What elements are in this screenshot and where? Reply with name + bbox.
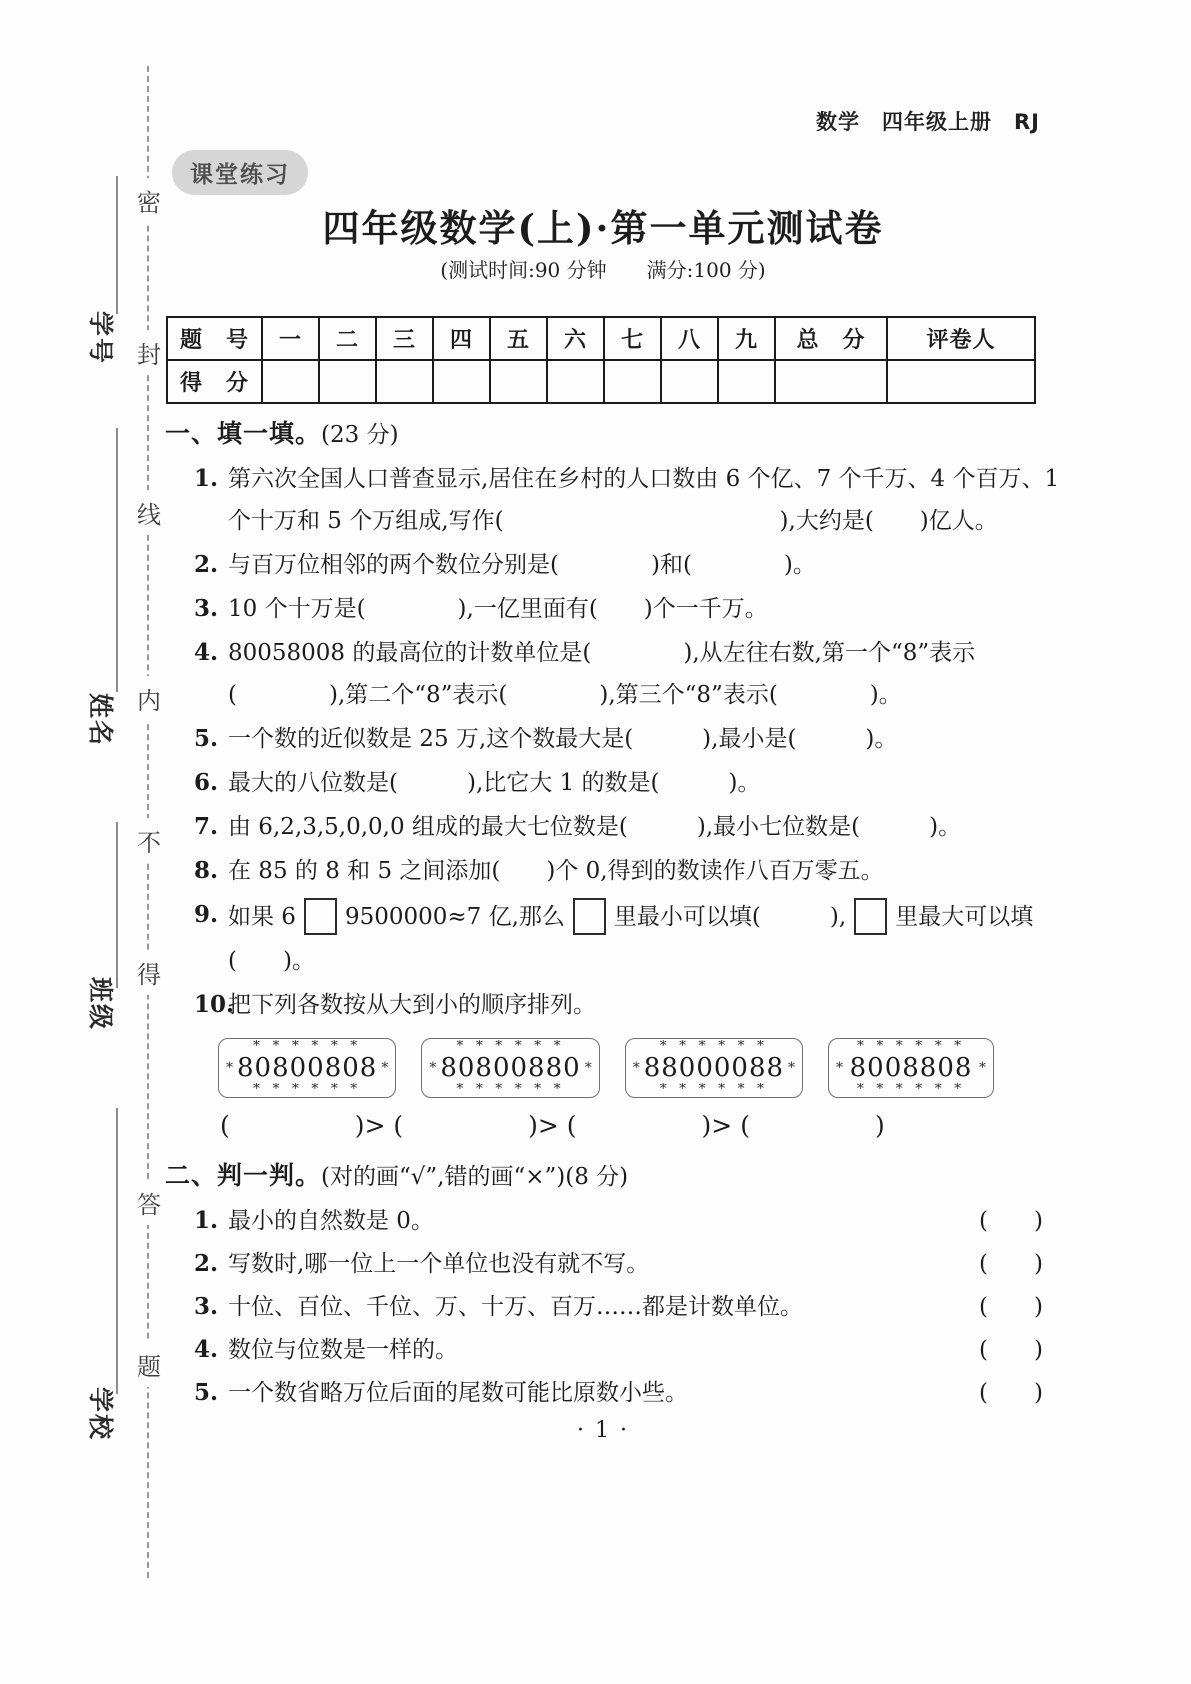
question-9 xyxy=(165,894,1043,982)
score-header-cell: 四 xyxy=(433,317,490,360)
score-header-cell: 总 分 xyxy=(775,317,887,360)
question-text: 写数时,哪一位上一个单位也没有就不写。 xyxy=(228,1251,650,1277)
fill-box xyxy=(573,898,606,935)
question-text: 80058008 的最高位的计数单位是( ),从左往右数,第一个“8”表示 xyxy=(228,640,976,666)
judge-question-2 xyxy=(165,1243,1043,1285)
card-number: 8008808 xyxy=(849,1053,973,1083)
page-title: 四年级数学(上)·第一单元测试卷 xyxy=(322,206,884,250)
question-number: 7. xyxy=(194,813,219,840)
question-text: 把下列各数按从大到小的顺序排列。 xyxy=(228,992,596,1018)
question-number: 2. xyxy=(194,1250,219,1277)
question-text: 个十万和 5 个万组成,写作( ),大约是( )亿人。 xyxy=(228,508,998,534)
score-table-score-row xyxy=(167,360,1035,403)
score-header-cell: 一 xyxy=(262,317,319,360)
question-text: 由 6,2,3,5,0,0,0 组成的最大七位数是( ),最小七位数是( )。 xyxy=(228,814,962,840)
score-empty-cell xyxy=(718,360,775,403)
judge-question-3 xyxy=(165,1286,1043,1328)
answer-parens: ( ) xyxy=(979,1294,1043,1320)
main-content xyxy=(165,414,1060,1415)
practice-badge: 课堂练习 xyxy=(172,150,308,195)
score-header-cell: 评卷人 xyxy=(887,317,1035,360)
number-card xyxy=(421,1038,599,1098)
card-number: 80800808 xyxy=(237,1053,378,1083)
score-empty-cell xyxy=(887,360,1035,403)
question-text: 十位、百位、千位、万、十万、百万……都是计数单位。 xyxy=(228,1294,803,1320)
school-label: 学校 xyxy=(86,1386,115,1441)
page-subtitle: (测试时间:90 分钟 满分:100 分) xyxy=(440,258,766,282)
score-empty-cell xyxy=(376,360,433,403)
question-text-segment: 9500000≈7 亿,那么 xyxy=(344,904,565,930)
seal-char: 题 xyxy=(133,1342,165,1387)
question-text: 一个数省略万位后面的尾数可能比原数小些。 xyxy=(228,1380,688,1406)
card-ornament-bottom: * * * * * * xyxy=(856,1083,966,1096)
question-7 xyxy=(165,806,1043,848)
score-table xyxy=(166,316,1036,404)
score-empty-cell xyxy=(775,360,887,403)
score-empty-cell xyxy=(547,360,604,403)
question-text: 第六次全国人口普查显示,居住在乡村的人口数由 6 个亿、7 个千万、4 个百万、1 xyxy=(228,466,1060,492)
fill-box xyxy=(304,898,337,935)
question-4 xyxy=(165,632,1043,716)
seal-char: 封 xyxy=(133,330,165,375)
number-card xyxy=(828,1038,994,1098)
seal-char: 线 xyxy=(133,490,165,535)
question-text-segment: 如果 6 xyxy=(228,904,296,930)
card-ornament-side: * xyxy=(632,1060,640,1076)
card-ornament-side: * xyxy=(429,1060,437,1076)
card-ornament-bottom: * * * * * * xyxy=(659,1083,768,1096)
question-5 xyxy=(165,718,1043,760)
student-number-label: 学号 xyxy=(86,310,115,365)
question-6 xyxy=(165,762,1043,804)
question-text-segment: 里最小可以填( ), xyxy=(613,904,847,930)
judge-question-5 xyxy=(165,1372,1043,1414)
question-number: 2. xyxy=(194,551,219,578)
answer-parens: ( ) xyxy=(979,1337,1043,1363)
question-3 xyxy=(165,588,1043,630)
score-header-cell: 三 xyxy=(376,317,433,360)
number-card xyxy=(218,1038,396,1098)
question-number: 10. xyxy=(194,991,235,1018)
question-10 xyxy=(165,984,1043,1026)
judge-question-4 xyxy=(165,1329,1043,1371)
section1-heading-title: 一、填一填。 xyxy=(165,419,322,448)
score-empty-cell xyxy=(262,360,319,403)
name-blank-line xyxy=(116,428,118,692)
card-ornament-bottom: * * * * * * xyxy=(253,1083,362,1096)
section2-heading-points: (对的画“√”,错的画“×”)(8 分) xyxy=(321,1164,629,1190)
card-ornament-side: * xyxy=(979,1060,987,1076)
card-number: 80800880 xyxy=(440,1053,581,1083)
school-blank-line xyxy=(116,1108,118,1394)
question-number: 4. xyxy=(194,1336,219,1363)
card-ornament-top: * * * * * * xyxy=(456,1040,565,1053)
seal-char: 不 xyxy=(133,818,165,863)
card-ornament-side: * xyxy=(584,1060,592,1076)
question-number: 8. xyxy=(194,857,219,884)
score-row-label: 得 分 xyxy=(167,360,262,403)
question-number: 3. xyxy=(194,1293,219,1320)
score-empty-cell xyxy=(604,360,661,403)
score-table-header-row xyxy=(167,317,1035,360)
score-header-cell: 八 xyxy=(661,317,718,360)
question-text: 数位与位数是一样的。 xyxy=(228,1337,458,1363)
question-1 xyxy=(165,458,1060,542)
section1-heading-points: (23 分) xyxy=(321,422,399,448)
score-header-cell: 题 号 xyxy=(167,317,262,360)
question-text: 一个数的近似数是 25 万,这个数最大是( ),最小是( )。 xyxy=(228,726,898,752)
question-text xyxy=(228,894,1043,940)
card-ornament-side: * xyxy=(226,1060,233,1076)
score-empty-cell xyxy=(433,360,490,403)
question-text: 最大的八位数是( ),比它大 1 的数是( )。 xyxy=(228,770,761,796)
question-2 xyxy=(165,544,1043,586)
score-header-cell: 六 xyxy=(547,317,604,360)
question-number: 1. xyxy=(194,1207,219,1234)
class-blank-line xyxy=(116,822,118,988)
question-text-segment: 里最大可以填 xyxy=(895,904,1034,930)
score-header-cell: 九 xyxy=(718,317,775,360)
card-number: 88000088 xyxy=(643,1053,785,1083)
card-ornament-top: * * * * * * xyxy=(253,1040,362,1053)
section2-heading xyxy=(165,1156,1043,1192)
score-empty-cell xyxy=(319,360,376,403)
card-ornament-side: * xyxy=(788,1060,796,1076)
number-cards-row xyxy=(218,1038,1043,1098)
answer-parens: ( ) xyxy=(979,1208,1043,1234)
card-ornament-top: * * * * * * xyxy=(856,1040,966,1053)
class-label: 班级 xyxy=(86,976,115,1031)
question-text: 与百万位相邻的两个数位分别是( )和( )。 xyxy=(228,552,816,578)
seal-char: 密 xyxy=(133,178,165,223)
student-number-blank-line xyxy=(116,176,118,314)
question-number: 4. xyxy=(194,639,219,666)
card-ornament-side: * xyxy=(836,1060,844,1076)
seal-char: 答 xyxy=(133,1180,165,1225)
score-header-cell: 七 xyxy=(604,317,661,360)
question-text: ( ),第二个“8”表示( ),第三个“8”表示( )。 xyxy=(228,682,902,708)
score-header-cell: 五 xyxy=(490,317,547,360)
score-header-cell: 二 xyxy=(319,317,376,360)
question-number: 6. xyxy=(194,769,219,796)
question-text: 在 85 的 8 和 5 之间添加( )个 0,得到的数读作八百万零五。 xyxy=(228,858,884,884)
score-empty-cell xyxy=(490,360,547,403)
answer-parens: ( ) xyxy=(979,1251,1043,1277)
question-number: 9. xyxy=(194,901,219,928)
section2-heading-title: 二、判一判。 xyxy=(165,1161,322,1190)
question-number: 3. xyxy=(194,595,219,622)
name-label: 姓名 xyxy=(86,692,115,747)
question-text: ( )。 xyxy=(228,948,315,974)
question-text: 10 个十万是( ),一亿里面有( )个一千万。 xyxy=(228,596,768,622)
seal-char: 得 xyxy=(133,950,165,995)
card-ornament-bottom: * * * * * * xyxy=(456,1083,565,1096)
score-empty-cell xyxy=(661,360,718,403)
number-card xyxy=(625,1038,803,1098)
ordering-answer-line: ( )> ( )> ( )> ( ) xyxy=(220,1111,885,1140)
card-ornament-side: * xyxy=(381,1060,389,1076)
seal-char: 内 xyxy=(133,676,165,721)
answer-parens: ( ) xyxy=(979,1380,1043,1406)
page-number: · 1 · xyxy=(577,1418,629,1443)
fill-box xyxy=(854,898,887,935)
question-number: 1. xyxy=(194,465,219,492)
question-number: 5. xyxy=(194,725,219,752)
book-meta: 数学 四年级上册 RJ xyxy=(816,110,1040,134)
card-ornament-top: * * * * * * xyxy=(659,1040,768,1053)
question-text: 最小的自然数是 0。 xyxy=(228,1208,434,1234)
question-8 xyxy=(165,850,1043,892)
judge-question-1 xyxy=(165,1200,1043,1242)
question-number: 5. xyxy=(194,1379,219,1406)
section1-heading xyxy=(165,414,1043,450)
